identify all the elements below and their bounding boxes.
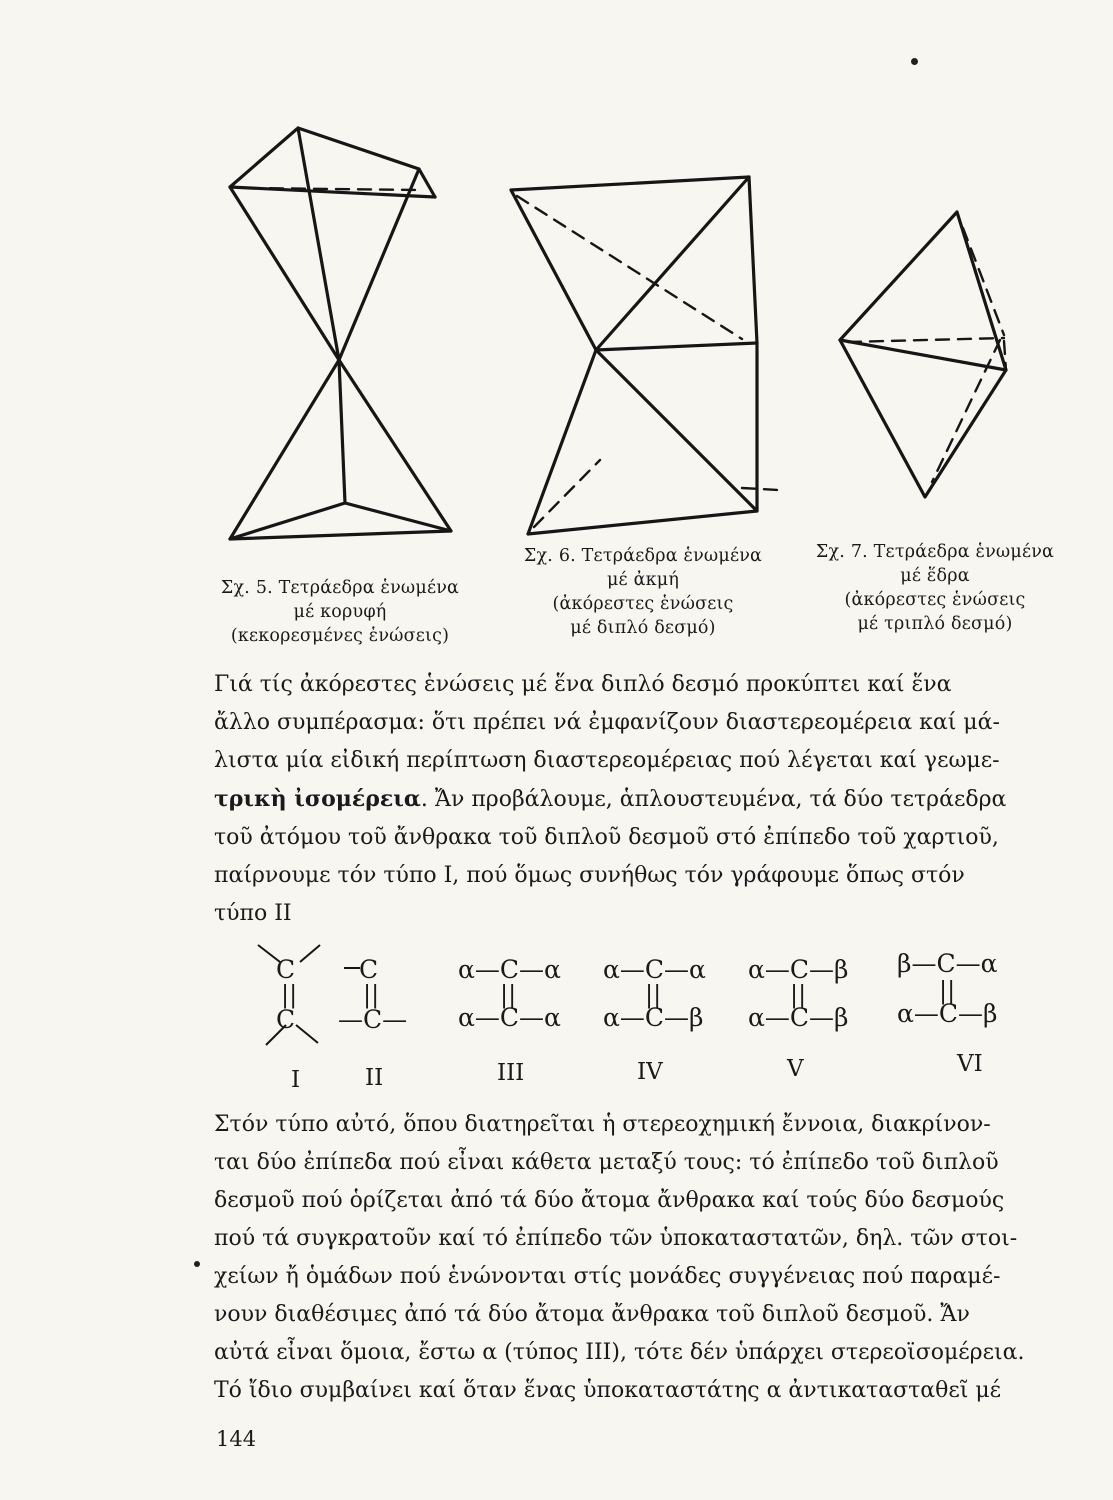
formula-6-double-bond: || (939, 977, 956, 1005)
text-line: τοῦ ἀτόμου τοῦ ἄνθρακα τοῦ διπλοῦ δεσμοῦ στό ἐπίπεδο τοῦ χαρτιοῦ, (214, 825, 999, 850)
text-line: ἄλλο συμπέρασμα: ὅτι πρέπει νά ἐμφανίζουν διαστερεομέρεια καί μά- (214, 710, 1000, 735)
fig5-caption-line: Σχ. 5. Τετράεδρα ἑνωμένα (220, 578, 460, 598)
fig7-caption-line: (ἀκόρεστες ἑνώσεις (844, 590, 1026, 610)
formula-1-double-bond: || (281, 981, 298, 1009)
formula-1-carbon: C (276, 1005, 296, 1034)
text-line: Τό ἴδιο συμβαίνει καί ὅταν ἕνας ὑποκαταστάτης α ἀντικατασταθεῖ μέ (214, 1378, 1002, 1403)
text-line: Στόν τύπο αὐτό, ὅπου διατηρεῖται ἡ στερεοχημική ἔννοια, διακρίνον- (214, 1112, 991, 1137)
fig6-caption-line: Σχ. 6. Τετράεδρα ἑνωμένα (523, 546, 763, 566)
formula-3-double-bond: || (500, 981, 517, 1009)
formula-1-bond (300, 945, 320, 962)
fig6-caption-line: (ἀκόρεστες ἑνώσεις (552, 594, 734, 614)
paragraph-planes (214, 1106, 1070, 1410)
formula-4-bottom: α—C—β (603, 1003, 704, 1032)
page-number: 144 (216, 1427, 257, 1451)
text-line: Γιά τίς ἀκόρεστες ἑνώσεις μέ ἕνα διπλό δεσμό προκύπτει καί ἕνα (214, 672, 952, 697)
formula-5-double-bond: || (790, 981, 807, 1009)
formula-3-bottom: α—C—α (458, 1003, 561, 1032)
text-line: παίρνουμε τόν τύπο Ι, πού ὅμως συνήθως τόν γράφουμε ὅπως στόν (214, 863, 965, 888)
formula-3-top: α—C—α (458, 955, 561, 984)
formula-5-top: α—C—β (748, 955, 849, 984)
formula-label: V (787, 1056, 804, 1082)
fig7-caption-line: μέ τριπλό δεσμό) (857, 614, 1013, 634)
formula-label: VI (957, 1051, 983, 1077)
text-line: αὐτά εἶναι ὅμοια, ἔστω α (τύπος ΙΙΙ), τότε δέν ὑπάρχει στερεοϊσομέρεια. (214, 1340, 1025, 1365)
text-run: . Ἄν προβάλουμε, ἁπλουστευμένα, τά δύο τετράεδρα (420, 787, 1007, 812)
formula-1-carbon: C (276, 955, 296, 984)
text-line: νουν διαθέσιμες ἀπό τά δύο ἄτομα ἄνθρακα τοῦ διπλοῦ δεσμοῦ. Ἄν (214, 1302, 970, 1327)
text-line: πού τά συγκρατοῦν καί τό ἐπίπεδο τῶν ὑποκαταστατῶν, δηλ. τῶν στοι- (214, 1226, 1018, 1251)
scan-speck (194, 1261, 200, 1267)
formula-label: I (291, 1067, 301, 1093)
fig7-caption-line: μέ ἕδρα (900, 566, 970, 586)
formula-label: IV (637, 1059, 663, 1085)
formula-4-double-bond: || (645, 981, 662, 1009)
formula-6-bottom: α—C—β (897, 999, 998, 1028)
formula-2-carbon: —C— (338, 1005, 408, 1034)
fig6-caption-line: μέ ἀκμή (606, 570, 679, 590)
formula-2-carbon: C (359, 955, 379, 984)
formula-6-top: β—C—α (897, 949, 998, 978)
formula-1-bond (296, 1025, 318, 1043)
formula-2-double-bond: || (363, 981, 380, 1009)
text-line: δεσμοῦ πού ὁρίζεται ἀπό τά δύο ἄτομα ἄνθρακα καί τούς δύο δεσμούς (214, 1188, 1005, 1213)
formula-label: II (365, 1065, 384, 1091)
formula-4-top: α—C—α (603, 955, 706, 984)
scan-speck (911, 58, 918, 65)
fig5-caption-line: (κεκορεσμένες ἑνώσεις) (230, 626, 450, 646)
text-line: λιστα μία εἰδική περίπτωση διαστερεομέρειας πού λέγεται καί γεωμε- (214, 748, 1000, 773)
text-line: τύπο ΙΙ (214, 901, 292, 926)
formula-5-bottom: α—C—β (748, 1003, 849, 1032)
fig5-caption-line: μέ κορυφή (293, 602, 387, 622)
text-line: χείων ἤ ὁμάδων πού ἑνώνονται στίς μονάδες συγγένειας πού παραμέ- (214, 1264, 1001, 1289)
formula-label: III (497, 1060, 525, 1086)
fig7-caption-line: Σχ. 7. Τετράεδρα ἑνωμένα (815, 542, 1055, 562)
bold-term: τρικὴ ἰσομέρεια (214, 786, 421, 812)
text-line: ται δύο ἐπίπεδα πού εἶναι κάθετα μεταξύ τους: τό ἐπίπεδο τοῦ διπλοῦ (214, 1150, 999, 1175)
fig6-caption-line: μέ διπλό δεσμό) (570, 618, 716, 638)
